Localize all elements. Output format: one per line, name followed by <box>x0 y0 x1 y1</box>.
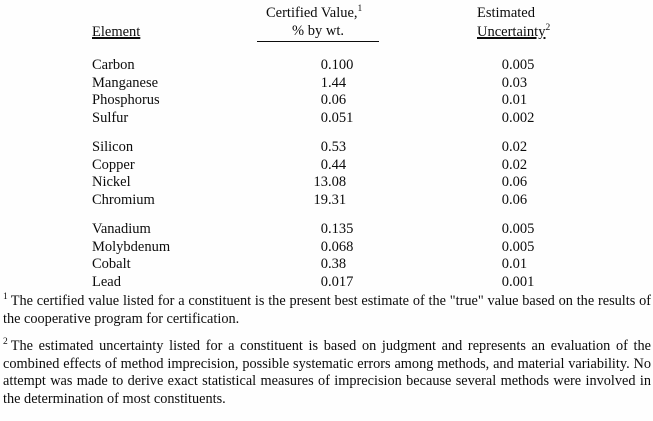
uncertainty-value-frac: .01 <box>509 256 528 272</box>
uncertainty-value-int: 0 <box>501 74 509 91</box>
table-row <box>0 139 653 157</box>
certified-value-frac: .44 <box>328 156 347 173</box>
element-name: Silicon <box>92 139 134 155</box>
footnote-1-text: The certified value listed for a constituent is the present best estimate of the "true" value based on the results of the cooperative program for certification. <box>3 293 651 327</box>
uncertainty-value-int: 0 <box>501 238 509 255</box>
table-row <box>0 256 653 274</box>
table-row <box>0 239 653 257</box>
uncertainty-value-frac: .03 <box>509 74 528 91</box>
uncertainty-value-frac: .02 <box>509 156 528 173</box>
element-name: Sulfur <box>92 109 129 126</box>
certified-value-column-header <box>266 5 362 22</box>
certified-value-frac: .08 <box>328 174 347 190</box>
certified-value-int: 0 <box>320 57 328 73</box>
table-row <box>0 192 653 210</box>
certified-value-int: 13 <box>313 174 328 190</box>
uncertainty-value-frac: .001 <box>509 273 535 290</box>
element-name: Nickel <box>92 174 131 190</box>
table-row <box>0 75 653 93</box>
certified-value-int: 0 <box>320 256 328 272</box>
table-row <box>0 110 653 128</box>
table-row <box>0 174 653 192</box>
table-group <box>0 57 653 127</box>
element-column-header: Element <box>92 24 141 40</box>
element-name: Copper <box>92 156 135 173</box>
table-row <box>0 92 653 110</box>
uncertainty-footnote-marker: 2 <box>545 23 551 34</box>
certified-value-frac: .53 <box>328 139 347 155</box>
uncertainty-label: Uncertainty <box>477 24 546 40</box>
uncertainty-value-frac: .01 <box>509 92 528 108</box>
uncertainty-value-int: 0 <box>501 92 509 108</box>
certified-value-frac: .135 <box>328 221 354 237</box>
certified-value-int: 0 <box>320 238 328 255</box>
uncertainty-value-frac: .005 <box>509 57 535 73</box>
element-name: Cobalt <box>92 256 131 272</box>
certified-value-label: Certified Value, <box>266 5 358 21</box>
element-name: Phosphorus <box>92 92 160 108</box>
certified-value-frac: .44 <box>328 74 347 91</box>
estimated-label: Estimated <box>477 5 535 21</box>
certified-value-int: 19 <box>313 191 328 208</box>
uncertainty-value-int: 0 <box>501 174 509 190</box>
uncertainty-value-frac: .002 <box>509 109 535 126</box>
certified-value-footnote-marker: 1 <box>357 4 363 15</box>
certified-value-frac: .31 <box>328 191 347 208</box>
uncertainty-value-int: 0 <box>501 156 509 173</box>
table-body <box>0 57 653 303</box>
table-group <box>0 221 653 291</box>
footnote-2-marker: 2 <box>3 337 8 348</box>
percent-by-weight-header: % by wt. <box>257 23 379 42</box>
certified-value-int: 0 <box>320 92 328 108</box>
element-name: Lead <box>92 273 121 290</box>
certified-value-frac: .051 <box>328 109 354 126</box>
footnote-1 <box>3 293 651 328</box>
uncertainty-value-frac: .005 <box>509 238 535 255</box>
element-name: Chromium <box>92 191 155 208</box>
uncertainty-value-int: 0 <box>501 221 509 237</box>
uncertainty-value-int: 0 <box>501 57 509 73</box>
table-row <box>0 221 653 239</box>
uncertainty-value-int: 0 <box>501 191 509 208</box>
table-row <box>0 57 653 75</box>
uncertainty-value-int: 0 <box>501 256 509 272</box>
footnote-2-text: The estimated uncertainty listed for a constituent is based on judgment and represents an evaluation of the combined effects of method imprecision, possible systematic errors among methods, and material variability. No attempt was made to derive exact statistical measures of imprecision because several methods were involved in the determination of most constituents. <box>3 338 651 407</box>
certified-value-int: 0 <box>320 156 328 173</box>
table-group <box>0 139 653 209</box>
uncertainty-value-frac: .06 <box>509 174 528 190</box>
uncertainty-column-header <box>477 24 550 41</box>
element-name: Vanadium <box>92 221 151 237</box>
certified-value-int: 0 <box>320 109 328 126</box>
uncertainty-value-int: 0 <box>501 109 509 126</box>
footnotes-section <box>3 293 651 418</box>
uncertainty-value-frac: .005 <box>509 221 535 237</box>
uncertainty-value-frac: .06 <box>509 191 528 208</box>
element-name: Manganese <box>92 74 159 91</box>
uncertainty-value-int: 0 <box>501 273 509 290</box>
element-name: Carbon <box>92 57 135 73</box>
footnote-2 <box>3 338 651 408</box>
element-name: Molybdenum <box>92 238 171 255</box>
uncertainty-value-frac: .02 <box>509 139 528 155</box>
certified-value-int: 1 <box>320 74 328 91</box>
certified-value-int: 0 <box>320 273 328 290</box>
uncertainty-value-int: 0 <box>501 139 509 155</box>
certified-value-frac: .06 <box>328 92 347 108</box>
footnote-1-marker: 1 <box>3 292 8 303</box>
certified-value-frac: .100 <box>328 57 354 73</box>
certified-value-frac: .38 <box>328 256 347 272</box>
certified-value-int: 0 <box>320 139 328 155</box>
table-row <box>0 274 653 292</box>
certified-value-int: 0 <box>320 221 328 237</box>
certified-value-frac: .017 <box>328 273 354 290</box>
table-row <box>0 157 653 175</box>
certified-value-frac: .068 <box>328 238 354 255</box>
